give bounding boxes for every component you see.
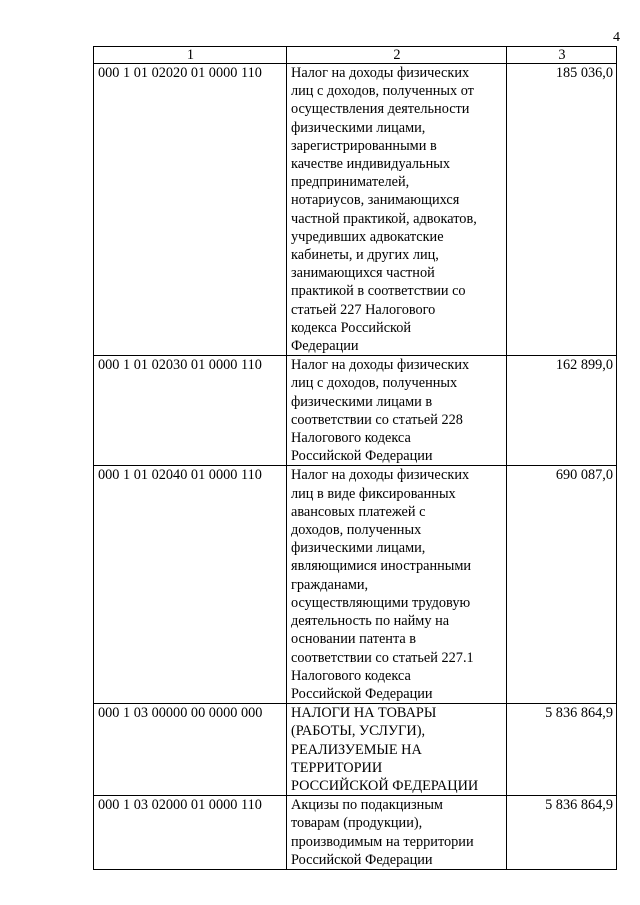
- table-row: [94, 356, 617, 466]
- budget-code: 000 1 01 02020 01 0000 110: [94, 64, 287, 356]
- table-row: [94, 64, 617, 356]
- budget-code: 000 1 03 02000 01 0000 110: [94, 796, 287, 870]
- column-header-amount: 3: [507, 47, 617, 64]
- revenue-amount: 162 899,0: [507, 356, 617, 466]
- table-row: [94, 796, 617, 870]
- revenue-amount: 5 836 864,9: [507, 704, 617, 796]
- revenue-name: Акцизы по подакцизным товарам (продукции), производимым на территории Российской Федерации: [287, 796, 507, 870]
- table-row: [94, 466, 617, 704]
- table-header-row: [94, 47, 617, 64]
- revenue-amount: 690 087,0: [507, 466, 617, 704]
- budget-code: 000 1 01 02040 01 0000 110: [94, 466, 287, 704]
- budget-revenue-table: [93, 46, 617, 870]
- revenue-name: Налог на доходы физических лиц с доходов, полученных физическими лицами в соответствии со статьей 228 Налогового кодекса Российской Федерации: [287, 356, 507, 466]
- revenue-name: Налог на доходы физических лиц в виде фиксированных авансовых платежей с доходов, полученных физическими лицами, являющимися иностранными гражданами, осуществляющими трудовую деятельность по найму на основании патента в соответствии со статьей 227.1 Налогового кодекса Российской Федерации: [287, 466, 507, 704]
- budget-code: 000 1 03 00000 00 0000 000: [94, 704, 287, 796]
- revenue-name: НАЛОГИ НА ТОВАРЫ (РАБОТЫ, УСЛУГИ), РЕАЛИЗУЕМЫЕ НА ТЕРРИТОРИИ РОССИЙСКОЙ ФЕДЕРАЦИИ: [287, 704, 507, 796]
- revenue-name: Налог на доходы физических лиц с доходов, полученных от осуществления деятельности физическими лицами, зарегистрированными в качестве индивидуальных предпринимателей, нотариусов, занимающихся частной практикой, адвокатов, учредивших адвокатские кабинеты, и других лиц, занимающихся частной практикой в соответствии со статьей 227 Налогового кодекса Российской Федерации: [287, 64, 507, 356]
- revenue-amount: 185 036,0: [507, 64, 617, 356]
- page-number: 4: [613, 30, 620, 45]
- revenue-amount: 5 836 864,9: [507, 796, 617, 870]
- column-header-code: 1: [94, 47, 287, 64]
- column-header-name: 2: [287, 47, 507, 64]
- table-row: [94, 704, 617, 796]
- budget-code: 000 1 01 02030 01 0000 110: [94, 356, 287, 466]
